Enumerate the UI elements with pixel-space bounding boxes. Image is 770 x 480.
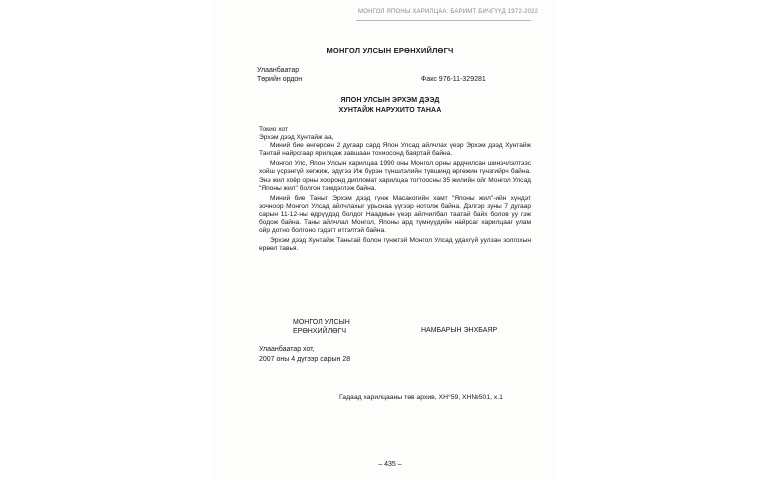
signature-title — [293, 318, 350, 336]
body-paragraph: Эрхэм дээд Хунтайж Таньтай болон гүнжтэй Монгол Улсад удахгүй уулзан золгохын ерөөл тавья. — [259, 237, 531, 253]
right-margin — [558, 0, 770, 480]
body-paragraph: Миний бие өнгөрсөн 2 дугаар сард Япон Улсад айлчлах үеэр Эрхэм дээд Хунтайж Тантай найрсгаар ярилцаж завшаан тохиосонд баяртай байна. — [259, 142, 531, 158]
header-divider — [356, 20, 531, 21]
recipient-line-1: ЯПОН УЛСЫН ЭРХЭМ ДЭЭД — [340, 97, 440, 104]
place: Улаанбаатар хот, — [259, 346, 315, 353]
archive-source: Гадаад харилцааны төв архив, ХН°59, ХН№501, х.1 — [339, 394, 503, 401]
salutation: Эрхэм дээд Хунтайж аа, — [259, 134, 334, 142]
fax-number: Факс 976-11-329281 — [421, 76, 486, 83]
letter-title: МОНГОЛ УЛСЫН ЕРӨНХИЙЛӨГЧ — [326, 46, 454, 55]
letter-body — [259, 126, 531, 253]
sender-building: Төрийн ордон — [257, 76, 303, 83]
running-header: МОНГОЛ ЯПОНЫ ХАРИЛЦАА: БАРИМТ БИЧГҮҮД 1972-2022 — [358, 9, 539, 15]
page-number: – 435 – — [378, 461, 402, 468]
recipient-city: Токио хот — [259, 126, 289, 133]
recipient-line-2: ХУНТАЙЖ НАРУХИТО ТАНАА — [338, 107, 442, 114]
signature-name: НАМБАРЫН ЭНХБАЯР — [421, 327, 498, 334]
signature-title-line-2: ЕРӨНХИЙЛӨГЧ — [293, 328, 347, 335]
date: 2007 оны 4 дүгээр сарын 28 — [259, 356, 351, 363]
signature-title-line-1: МОНГОЛ УЛСЫН — [293, 319, 350, 326]
body-paragraph: Миний бие Таныг Эрхэм дээд гүнж Масакогийн хамт "Японы жил"-ийн хүндэт зочноор Монгол Улсад айлчлахыг урьснаа үүгээр нотолж байна. Дэлгэр зуны 7 дугаар сарын 11-12-ны өдрүүдэд болдог Наадмын үеэр айлчилбал таатай байх болов уу гэж бодож байна. Таны айлчлал Монгол, Японы ард түмнүүдийн найрсаг харилцааг улам ойр дотно болгоно гэдэгт итгэлтэй байна. — [259, 194, 531, 235]
place-and-date — [259, 345, 350, 365]
left-margin — [0, 0, 212, 480]
body-paragraph: Монгол Улс, Япон Улсын харилцаа 1990 оны Монгол орны ардчилсан шинэчлэлтээс хойш үсрэнгүй хөгжиж, эдүгээ Иж бүрэн түншлэлийн түвшинд өргөжин гүнзгийрч байна. Энэ жил хоёр орны хооронд дипломат харилцаа тогтоосны 35 жилийн ойг Монгол Улсад "Японы жил" болгон тэмдэглэж байна. — [259, 160, 531, 192]
sender-city: Улаанбаатар — [257, 67, 300, 74]
